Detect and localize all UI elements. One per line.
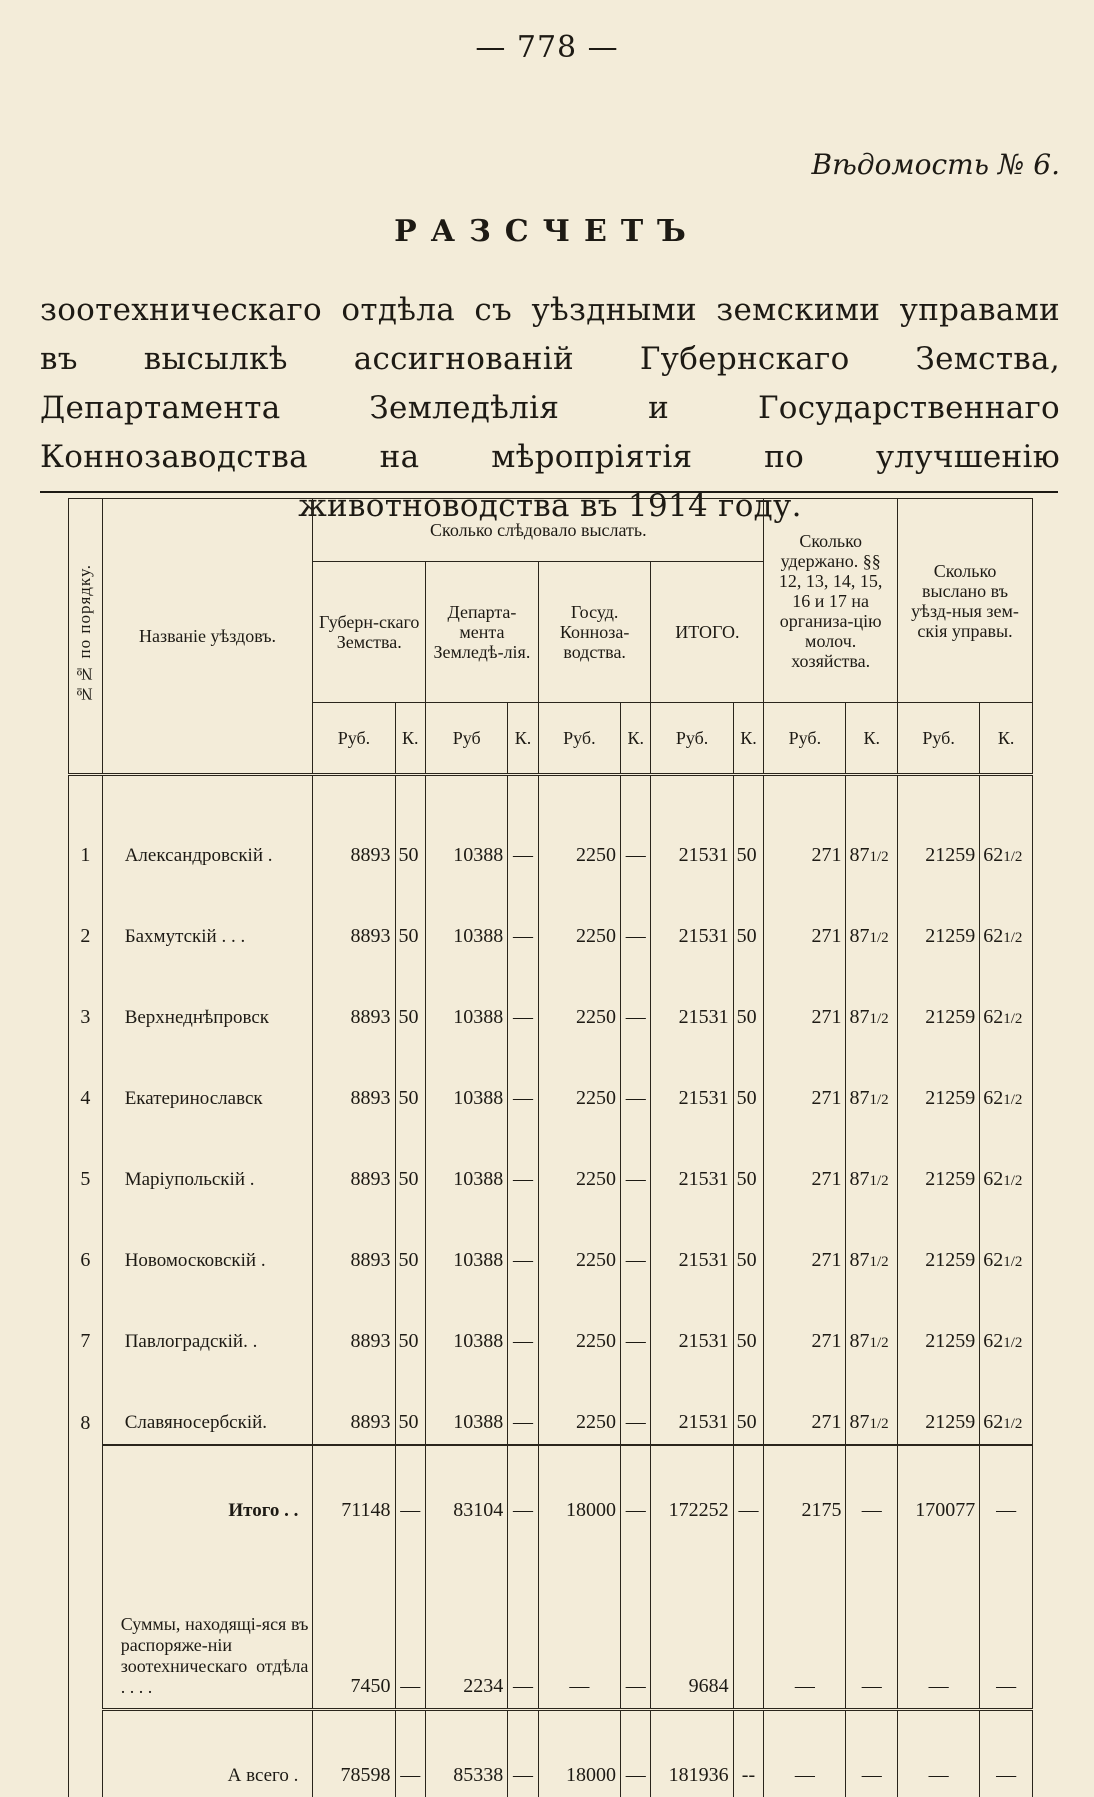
gub-rub: 7450 xyxy=(313,1532,395,1710)
withheld-fraction: 1/2 xyxy=(869,1416,888,1432)
header-itogo: ИТОГО. xyxy=(651,562,764,703)
withheld-rub: 271 xyxy=(764,1120,846,1201)
itogo-rub: 181936 xyxy=(651,1710,733,1797)
sent-rub: 21259 xyxy=(898,877,980,958)
sent-kop: 621/2 xyxy=(980,775,1033,878)
sent-rub: 170077 xyxy=(898,1445,980,1532)
gos-rub: — xyxy=(538,1532,620,1710)
gub-rub: 8893 xyxy=(313,1039,395,1120)
statement-label: Вѣдомость № 6. xyxy=(812,148,1060,181)
withheld-fraction: 1/2 xyxy=(869,849,888,865)
district-name: Маріупольскій . xyxy=(102,1120,313,1201)
sent-fraction: 1/2 xyxy=(1003,1173,1022,1189)
gub-kop: 50 xyxy=(395,1120,426,1201)
gub-kop: 50 xyxy=(395,1363,426,1445)
itogo-rub: 21531 xyxy=(651,877,733,958)
sent-kop: — xyxy=(980,1532,1033,1710)
withheld-rub: 271 xyxy=(764,775,846,878)
gub-rub: 8893 xyxy=(313,1201,395,1282)
withheld-rub: 2175 xyxy=(764,1445,846,1532)
itogo-kop: 50 xyxy=(733,958,764,1039)
table-row xyxy=(69,958,1033,1039)
gos-rub: 2250 xyxy=(538,1039,620,1120)
withheld-fraction: 1/2 xyxy=(869,1092,888,1108)
table-row xyxy=(69,1120,1033,1201)
sent-kop: 621/2 xyxy=(980,1120,1033,1201)
gub-kop: 50 xyxy=(395,1201,426,1282)
header-kop: К. xyxy=(733,703,764,775)
sent-kop: 621/2 xyxy=(980,877,1033,958)
table-row xyxy=(69,877,1033,958)
district-name: Александровскій . xyxy=(102,775,313,878)
dep-kop: — xyxy=(508,877,539,958)
sent-rub: 21259 xyxy=(898,1201,980,1282)
table-row xyxy=(69,1039,1033,1120)
row-number: 7 xyxy=(69,1282,103,1363)
dep-kop: — xyxy=(508,1532,539,1710)
dep-rub: 10388 xyxy=(426,1282,508,1363)
row-number: 6 xyxy=(69,1201,103,1282)
itogo-rub: 9684 xyxy=(651,1532,733,1710)
gub-kop: — xyxy=(395,1710,426,1797)
header-rub: Руб. xyxy=(651,703,733,775)
header-withheld: Сколько удержано. §§ 12, 13, 14, 15, 16 и 17 на организа-цію молоч. хозяйства. xyxy=(764,499,898,703)
withheld-rub: 271 xyxy=(764,1201,846,1282)
gos-rub: 2250 xyxy=(538,1282,620,1363)
gub-rub: 8893 xyxy=(313,1120,395,1201)
dep-rub: 10388 xyxy=(426,877,508,958)
withheld-fraction: 1/2 xyxy=(869,1335,888,1351)
dep-rub: 2234 xyxy=(426,1532,508,1710)
header-name: Названіе уѣздовъ. xyxy=(102,499,313,775)
withheld-kop: 871/2 xyxy=(846,1201,898,1282)
gub-rub: 8893 xyxy=(313,958,395,1039)
district-name: Верхнеднѣпровск xyxy=(102,958,313,1039)
gos-kop: — xyxy=(620,1201,651,1282)
dep-kop: — xyxy=(508,1445,539,1532)
header-no: №№ по порядку. xyxy=(69,499,103,775)
withheld-kop: 871/2 xyxy=(846,877,898,958)
gos-kop: — xyxy=(620,1445,651,1532)
dep-rub: 83104 xyxy=(426,1445,508,1532)
header-sent: Сколько выслано въ уѣзд-ныя зем-скія управы. xyxy=(898,499,1033,703)
sent-kop: — xyxy=(980,1710,1033,1797)
dep-rub: 10388 xyxy=(426,1120,508,1201)
header-kop: К. xyxy=(620,703,651,775)
gub-kop: 50 xyxy=(395,1039,426,1120)
sent-kop: 621/2 xyxy=(980,1363,1033,1445)
dep-rub: 10388 xyxy=(426,1363,508,1445)
row-number: 1 xyxy=(69,775,103,878)
withheld-rub: — xyxy=(764,1532,846,1710)
itogo-kop: 50 xyxy=(733,877,764,958)
withheld-rub: 271 xyxy=(764,1282,846,1363)
gub-rub: 71148 xyxy=(313,1445,395,1532)
grand-total-label: А всего . xyxy=(102,1710,313,1797)
top-rule xyxy=(40,491,1058,493)
itogo-rub: 21531 xyxy=(651,775,733,878)
sent-kop: 621/2 xyxy=(980,958,1033,1039)
sent-rub: 21259 xyxy=(898,1039,980,1120)
withheld-kop: — xyxy=(846,1710,898,1797)
gos-rub: 2250 xyxy=(538,958,620,1039)
withheld-rub: 271 xyxy=(764,877,846,958)
header-dep: Департа-мента Земледѣ-лія. xyxy=(426,562,539,703)
dep-kop: — xyxy=(508,1201,539,1282)
gub-rub: 78598 xyxy=(313,1710,395,1797)
withheld-fraction: 1/2 xyxy=(869,1011,888,1027)
header-gos: Госуд. Конноза-водства. xyxy=(538,562,651,703)
gos-rub: 2250 xyxy=(538,1201,620,1282)
gub-rub: 8893 xyxy=(313,877,395,958)
sent-kop: — xyxy=(980,1445,1033,1532)
sent-fraction: 1/2 xyxy=(1003,1092,1022,1108)
withheld-rub: 271 xyxy=(764,958,846,1039)
withheld-kop: 871/2 xyxy=(846,1120,898,1201)
sent-kop: 621/2 xyxy=(980,1039,1033,1120)
gub-kop: 50 xyxy=(395,775,426,878)
gos-kop: — xyxy=(620,958,651,1039)
withheld-kop: 871/2 xyxy=(846,1039,898,1120)
sent-fraction: 1/2 xyxy=(1003,1254,1022,1270)
sent-fraction: 1/2 xyxy=(1003,1416,1022,1432)
table-row xyxy=(69,1201,1033,1282)
sent-fraction: 1/2 xyxy=(1003,1335,1022,1351)
header-kop: К. xyxy=(508,703,539,775)
document-title: РАЗСЧЕТЪ xyxy=(0,214,1094,249)
dep-kop: — xyxy=(508,1282,539,1363)
gos-kop: — xyxy=(620,1363,651,1445)
page-number: — 778 — xyxy=(0,30,1094,65)
district-name: Новомосковскій . xyxy=(102,1201,313,1282)
gos-rub: 2250 xyxy=(538,775,620,878)
header-rub: Руб. xyxy=(898,703,980,775)
sent-fraction: 1/2 xyxy=(1003,849,1022,865)
itogo-kop: 50 xyxy=(733,1039,764,1120)
withheld-kop: — xyxy=(846,1532,898,1710)
gos-kop: — xyxy=(620,1039,651,1120)
itogo-rub: 21531 xyxy=(651,1282,733,1363)
gos-rub: 18000 xyxy=(538,1445,620,1532)
row-number: 5 xyxy=(69,1120,103,1201)
header-rub: Руб. xyxy=(538,703,620,775)
dep-kop: — xyxy=(508,775,539,878)
allocation-table xyxy=(68,498,1033,1797)
itogo-kop: 50 xyxy=(733,1282,764,1363)
header-rub: Руб xyxy=(426,703,508,775)
row-number: 2 xyxy=(69,877,103,958)
withheld-kop: — xyxy=(846,1445,898,1532)
itogo-kop: 50 xyxy=(733,1363,764,1445)
row-number: 4 xyxy=(69,1039,103,1120)
gub-kop: — xyxy=(395,1445,426,1532)
withheld-fraction: 1/2 xyxy=(869,1173,888,1189)
sent-fraction: 1/2 xyxy=(1003,1011,1022,1027)
gos-rub: 2250 xyxy=(538,1363,620,1445)
gos-kop: — xyxy=(620,775,651,878)
header-gub: Губерн-скаго Земства. xyxy=(313,562,426,703)
gos-kop: — xyxy=(620,1710,651,1797)
itogo-rub: 21531 xyxy=(651,1039,733,1120)
dep-kop: — xyxy=(508,1120,539,1201)
dep-rub: 85338 xyxy=(426,1710,508,1797)
district-name: Славяносербскій. xyxy=(102,1363,313,1445)
sent-fraction: 1/2 xyxy=(1003,930,1022,946)
itogo-rub: 21531 xyxy=(651,1201,733,1282)
gos-rub: 2250 xyxy=(538,877,620,958)
withheld-fraction: 1/2 xyxy=(869,1254,888,1270)
dep-kop: — xyxy=(508,958,539,1039)
gos-kop: — xyxy=(620,1120,651,1201)
gos-rub: 2250 xyxy=(538,1120,620,1201)
gos-kop: — xyxy=(620,877,651,958)
withheld-kop: 871/2 xyxy=(846,958,898,1039)
sent-kop: 621/2 xyxy=(980,1201,1033,1282)
withheld-fraction: 1/2 xyxy=(869,930,888,946)
dep-rub: 10388 xyxy=(426,775,508,878)
withheld-rub: 271 xyxy=(764,1363,846,1445)
gub-rub: 8893 xyxy=(313,775,395,878)
row-number: 3 xyxy=(69,958,103,1039)
sent-rub: 21259 xyxy=(898,1363,980,1445)
sent-rub: 21259 xyxy=(898,1282,980,1363)
gos-kop: — xyxy=(620,1282,651,1363)
sent-rub: — xyxy=(898,1710,980,1797)
gub-kop: 50 xyxy=(395,1282,426,1363)
header-due-group: Сколько слѣдовало выслать. xyxy=(313,499,764,562)
itogo-rub: 21531 xyxy=(651,1363,733,1445)
itogo-kop: — xyxy=(733,1445,764,1532)
header-kop: К. xyxy=(846,703,898,775)
itogo-kop: 50 xyxy=(733,1201,764,1282)
sums-row xyxy=(69,1532,1033,1710)
document-subtitle: зоотехническаго отдѣла съ уѣздными земскими управами въ высылкѣ ассигнованій Губернскаго Земства, Департамента Земледѣлія и Государственнаго Коннозаводства на мѣропріятія по улучшенію животноводства въ 1914 году. xyxy=(40,286,1060,531)
withheld-rub: 271 xyxy=(764,1039,846,1120)
table-row xyxy=(69,1363,1033,1445)
total-label: Итого . . xyxy=(102,1445,313,1532)
sums-label: Суммы, находящі-яся въ распоряже-ніи зоотехническаго отдѣла . . . . xyxy=(102,1532,313,1710)
sent-rub: 21259 xyxy=(898,775,980,878)
empty-cell xyxy=(69,1445,103,1532)
grand-total-row xyxy=(69,1710,1033,1797)
dep-kop: — xyxy=(508,1363,539,1445)
gub-rub: 8893 xyxy=(313,1282,395,1363)
table-row xyxy=(69,775,1033,878)
gub-kop: 50 xyxy=(395,877,426,958)
total-row xyxy=(69,1445,1033,1532)
header-rub: Руб. xyxy=(764,703,846,775)
sent-rub: 21259 xyxy=(898,958,980,1039)
row-number: 8 xyxy=(69,1363,103,1445)
gub-rub: 8893 xyxy=(313,1363,395,1445)
itogo-kop: 50 xyxy=(733,775,764,878)
dep-rub: 10388 xyxy=(426,1039,508,1120)
dep-kop: — xyxy=(508,1710,539,1797)
itogo-kop xyxy=(733,1532,764,1710)
sent-rub: 21259 xyxy=(898,1120,980,1201)
district-name: Екатеринославск xyxy=(102,1039,313,1120)
itogo-rub: 21531 xyxy=(651,1120,733,1201)
gos-rub: 18000 xyxy=(538,1710,620,1797)
header-kop: К. xyxy=(980,703,1033,775)
gub-kop: — xyxy=(395,1532,426,1710)
dep-kop: — xyxy=(508,1039,539,1120)
withheld-kop: 871/2 xyxy=(846,1363,898,1445)
itogo-kop: 50 xyxy=(733,1120,764,1201)
itogo-rub: 172252 xyxy=(651,1445,733,1532)
empty-cell xyxy=(69,1710,103,1797)
sent-kop: 621/2 xyxy=(980,1282,1033,1363)
gub-kop: 50 xyxy=(395,958,426,1039)
district-name: Павлоградскій. . xyxy=(102,1282,313,1363)
district-name: Бахмутскій . . . xyxy=(102,877,313,958)
withheld-rub: — xyxy=(764,1710,846,1797)
dep-rub: 10388 xyxy=(426,958,508,1039)
header-kop: К. xyxy=(395,703,426,775)
table-row xyxy=(69,1282,1033,1363)
itogo-rub: 21531 xyxy=(651,958,733,1039)
withheld-kop: 871/2 xyxy=(846,1282,898,1363)
itogo-kop: -- xyxy=(733,1710,764,1797)
sent-rub: — xyxy=(898,1532,980,1710)
withheld-kop: 871/2 xyxy=(846,775,898,878)
dep-rub: 10388 xyxy=(426,1201,508,1282)
empty-cell xyxy=(69,1532,103,1710)
header-rub: Руб. xyxy=(313,703,395,775)
gos-kop: — xyxy=(620,1532,651,1710)
